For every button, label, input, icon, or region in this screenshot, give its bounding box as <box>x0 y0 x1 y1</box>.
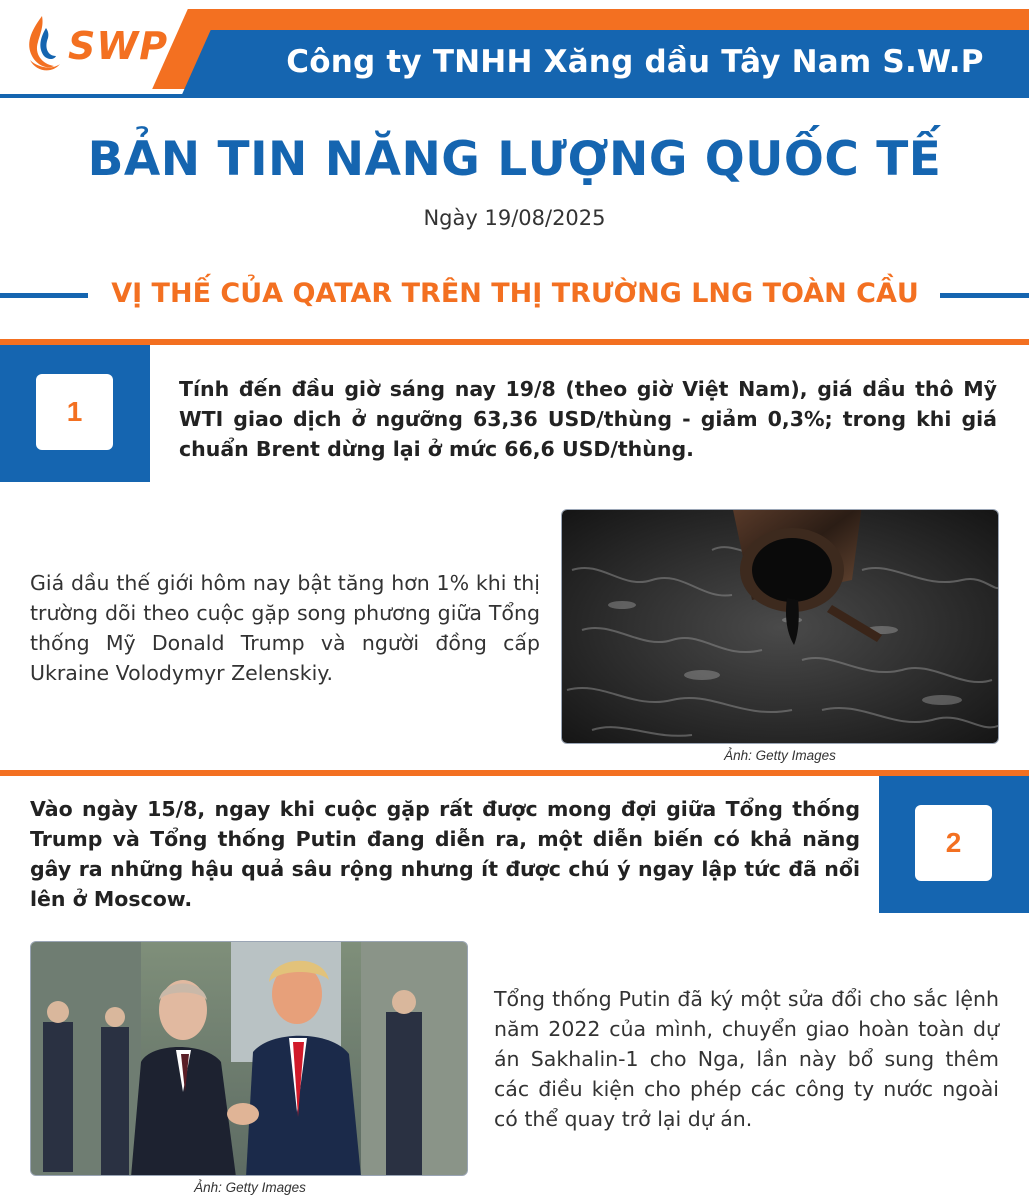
item-2-photo-caption: Ảnh: Getty Images <box>194 1180 306 1195</box>
item-1-divider <box>0 339 1029 345</box>
publish-date: Ngày 19/08/2025 <box>423 206 606 230</box>
item-2-body: Tổng thống Putin đã ký một sửa đổi cho sắc lệnh năm 2022 của mình, chuyển giao hoàn toàn dự án Sakhalin-1 cho Nga, lần này bổ sung thêm các điều kiện cho phép các công ty nước ngoài có thể quay trở lại dự án. <box>494 987 999 1131</box>
handshake-image <box>31 942 468 1176</box>
item-1-photo-caption: Ảnh: Getty Images <box>724 748 836 763</box>
item-1-number-badge: 1 <box>36 374 113 450</box>
header-bottom-line <box>0 94 1029 98</box>
swp-logo <box>22 14 197 74</box>
section-title: VỊ THẾ CỦA QATAR TRÊN THỊ TRƯỜNG LNG TOÀN CẦU <box>111 278 919 309</box>
item-1-lead: Tính đến đầu giờ sáng nay 19/8 (theo giờ Việt Nam), giá dầu thô Mỹ WTI giao dịch ở ngưỡng 63,36 USD/thùng - giảm 0,3%; trong khi giá chuẩn Brent dừng lại ở mức 66,6 USD/thùng. <box>179 377 997 461</box>
leaders-handshake-photo <box>30 941 468 1176</box>
logo-text: SWP <box>68 24 169 68</box>
oil-pipe-photo <box>561 509 999 744</box>
oil-spill-image <box>562 510 999 744</box>
page-title: BẢN TIN NĂNG LƯỢNG QUỐC TẾ <box>87 132 942 187</box>
item-2-lead: Vào ngày 15/8, ngay khi cuộc gặp rất được mong đợi giữa Tổng thống Trump và Tổng thống Putin đang diễn ra, một diễn biến có khả năng gây ra những hậu quả sâu rộng nhưng ít được chú ý ngay lập tức đã nổi lên ở Moscow. <box>30 797 860 911</box>
item-1-body: Giá dầu thế giới hôm nay bật tăng hơn 1% khi thị trường dõi theo cuộc gặp song phương giữa Tổng thống Mỹ Donald Trump và người đồng cấp Ukraine Volodymyr Zelenskiy. <box>30 571 540 685</box>
flame-icon <box>22 14 62 74</box>
header-orange-band <box>188 9 1029 31</box>
section-line-left <box>0 293 88 298</box>
company-name: Công ty TNHH Xăng dầu Tây Nam S.W.P <box>286 44 984 80</box>
item-2-divider <box>0 770 1029 776</box>
item-2-number-badge: 2 <box>915 805 992 881</box>
section-line-right <box>940 293 1029 298</box>
